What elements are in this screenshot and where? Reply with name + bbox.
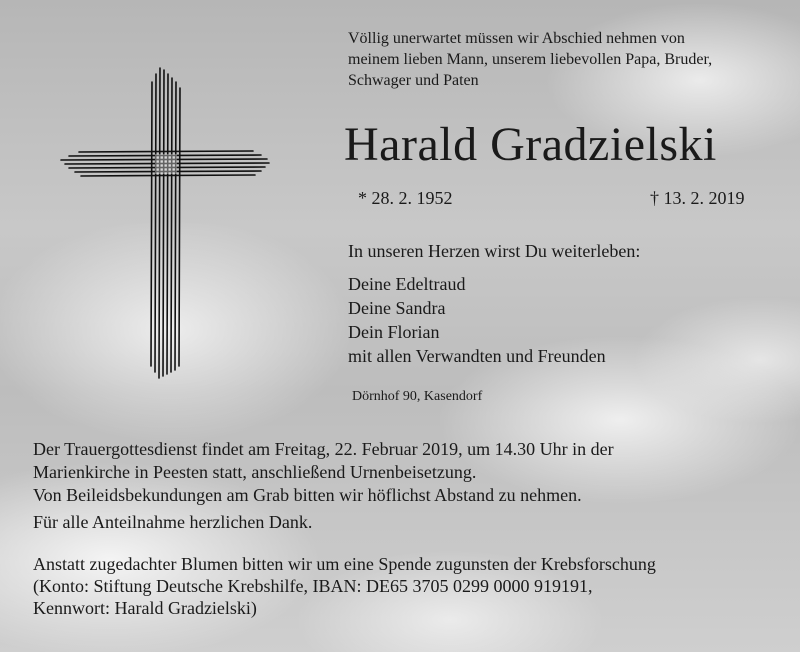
intro-text	[348, 28, 768, 91]
mourner: Dein Florian	[348, 322, 440, 342]
mourner: Deine Edeltraud	[348, 274, 466, 294]
birth-date: * 28. 2. 1952	[358, 188, 453, 208]
mourner: mit allen Verwandten und Freunden	[348, 346, 606, 366]
memory-line: In unseren Herzen wirst Du weiterleben:	[348, 241, 641, 261]
service-line: Der Trauergottesdienst findet am Freitag, 22. Februar 2019, um 14.30 Uhr in der	[33, 439, 614, 459]
mourner: Deine Sandra	[348, 298, 446, 318]
address: Dörnhof 90, Kasendorf	[352, 389, 483, 404]
cross-icon	[55, 60, 275, 380]
deceased-name: Harald Gradzielski	[344, 118, 717, 171]
donation-info	[33, 553, 773, 619]
service-line: Von Beileidsbekundungen am Grab bitten wir höflichst Abstand zu nehmen.	[33, 485, 582, 505]
death-date: † 13. 2. 2019	[650, 188, 745, 208]
intro-line: Schwager und Paten	[348, 72, 479, 89]
donation-line: Kennwort: Harald Gradzielski)	[33, 598, 257, 618]
intro-line: meinem lieben Mann, unserem liebevollen Papa, Bruder,	[348, 51, 713, 68]
service-line: Marienkirche in Peesten statt, anschließend Urnenbeisetzung.	[33, 462, 477, 482]
intro-line: Völlig unerwartet müssen wir Abschied nehmen von	[348, 30, 685, 47]
mourners-list	[348, 272, 606, 368]
service-info	[33, 438, 773, 507]
donation-line: Anstatt zugedachter Blumen bitten wir um eine Spende zugunsten der Krebsforschung	[33, 554, 656, 574]
donation-line: (Konto: Stiftung Deutsche Krebshilfe, IBAN: DE65 3705 0299 0000 919191,	[33, 576, 593, 596]
thanks-line: Für alle Anteilnahme herzlichen Dank.	[33, 512, 313, 532]
